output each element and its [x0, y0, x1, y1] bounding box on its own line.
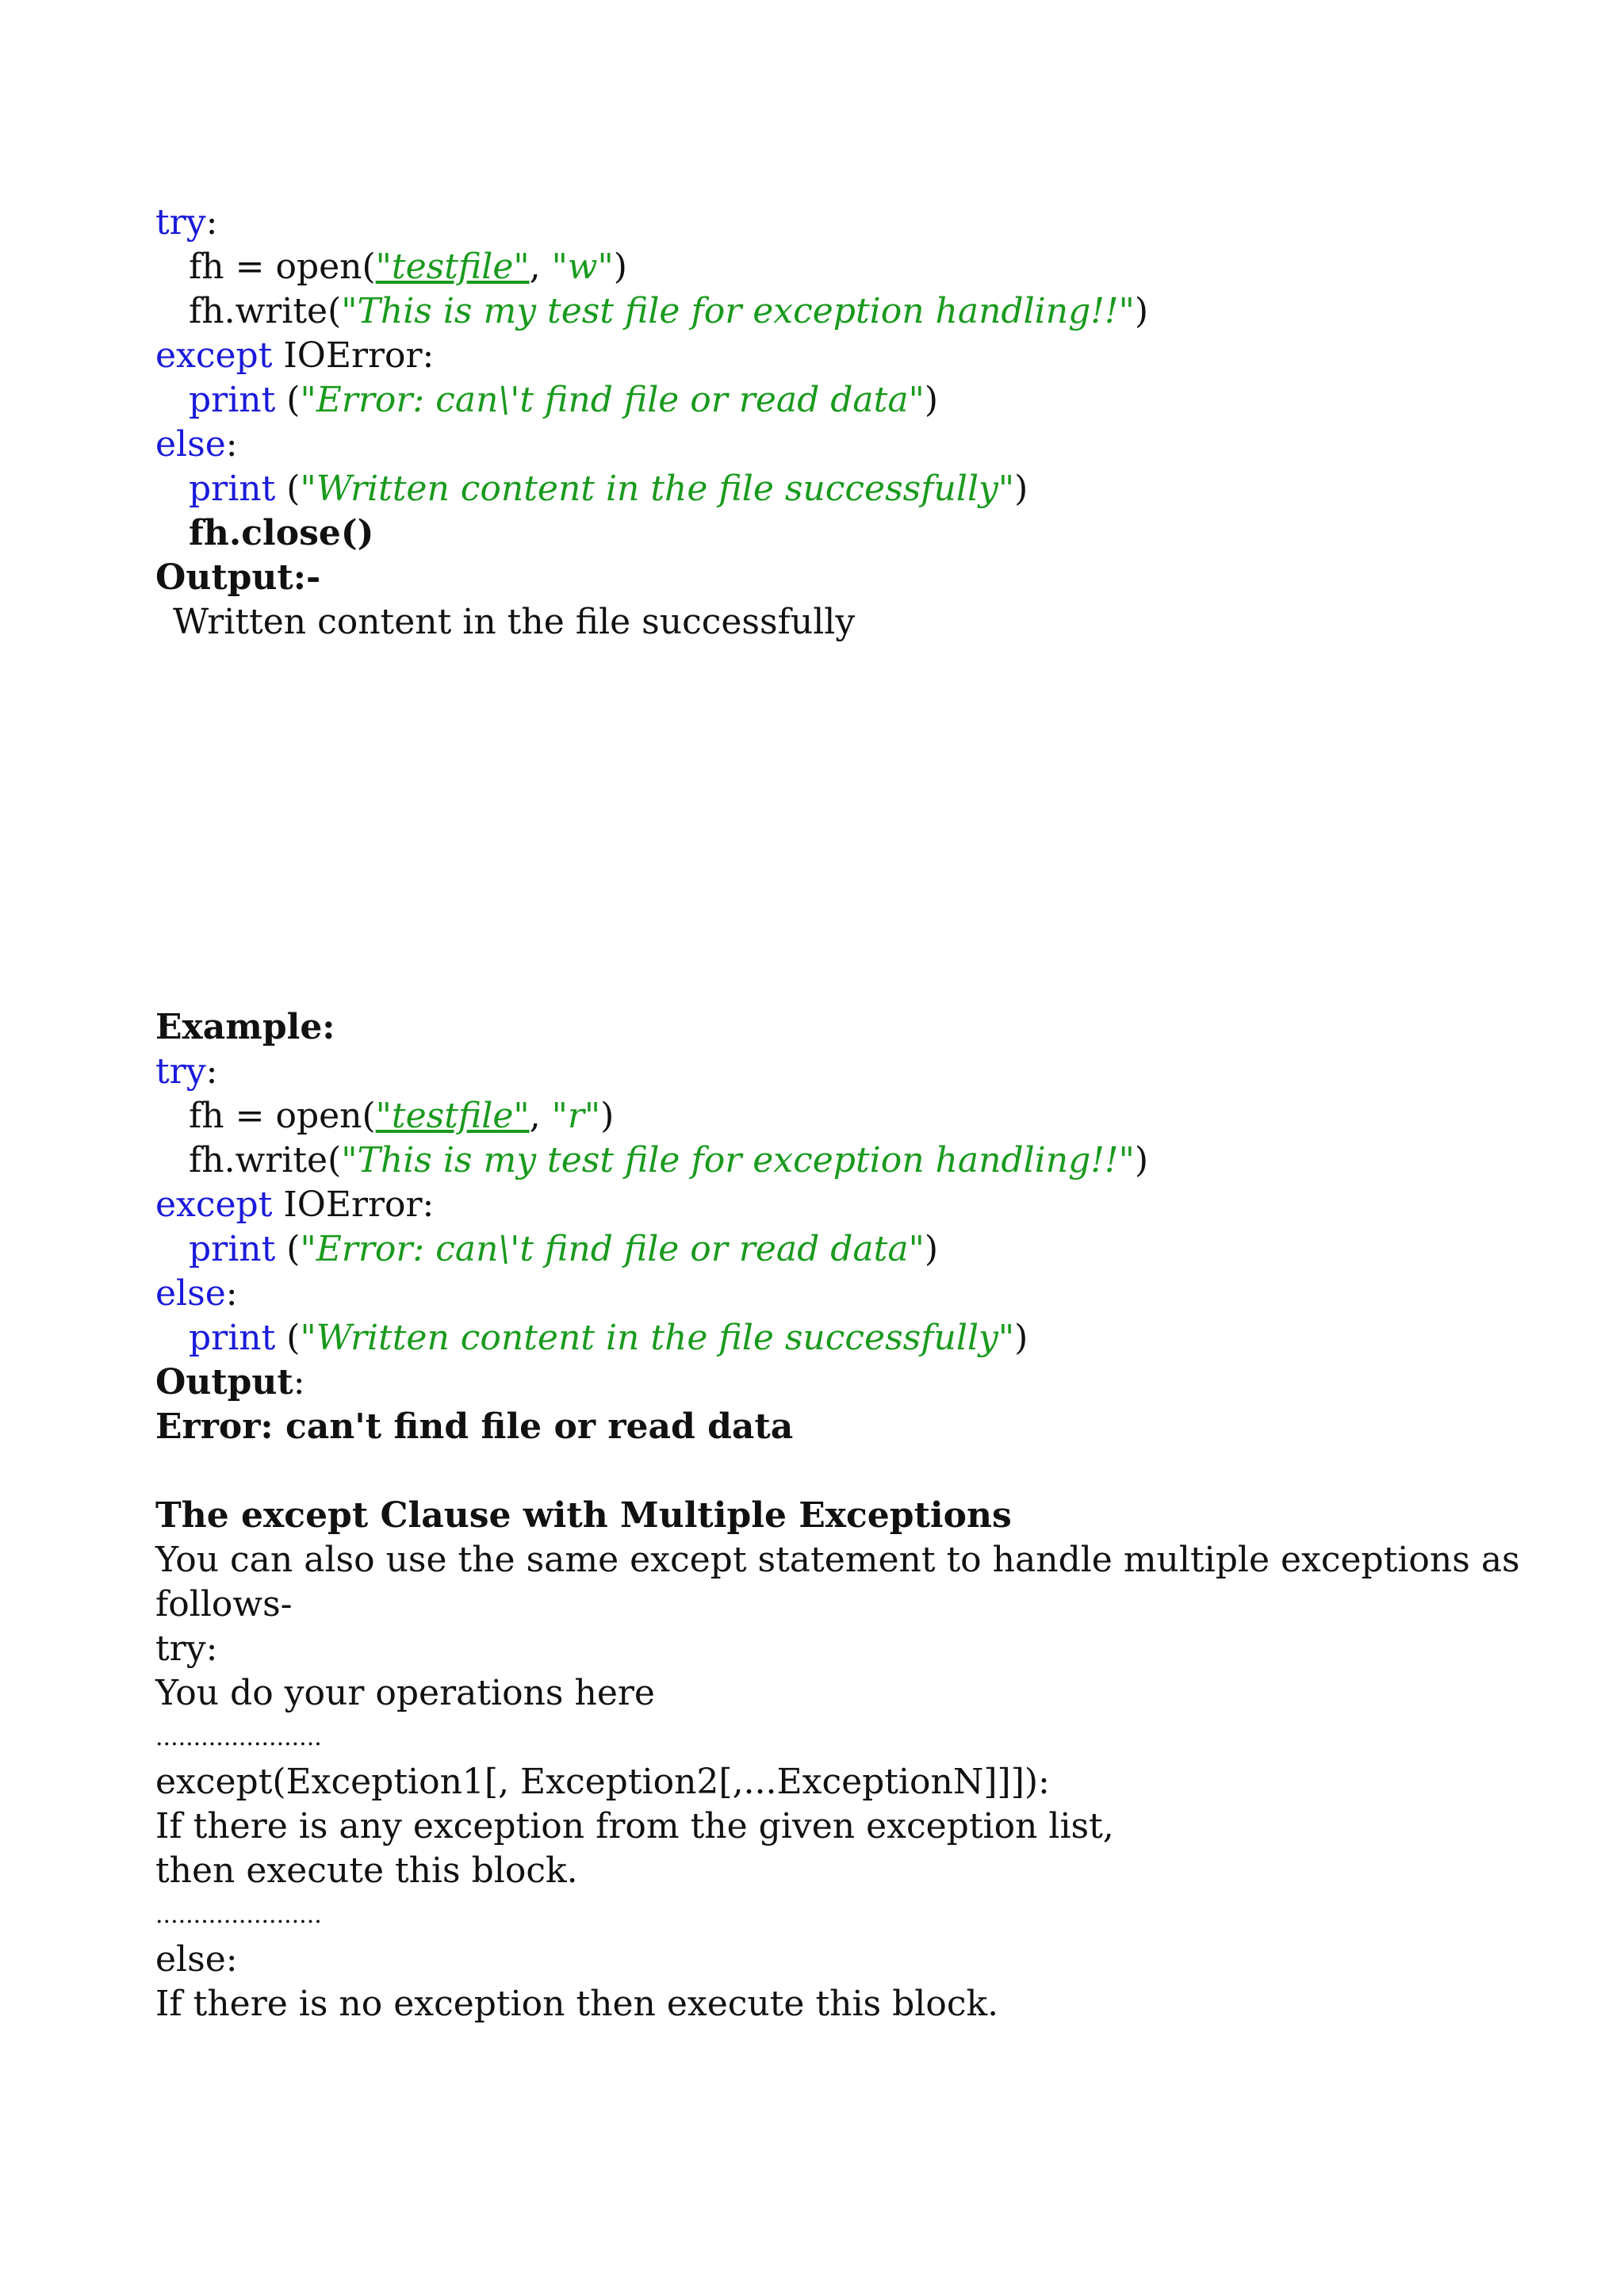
code-line-try: try:: [155, 1051, 218, 1092]
keyword: else: [155, 424, 226, 465]
code-line-else: else:: [155, 1273, 238, 1314]
code-line-open: fh = open("testfile", "r"): [189, 1096, 615, 1136]
syntax-line: except(Exception1[, Exception2[,...ExceptionN]]]):: [155, 1762, 1050, 1802]
dots-line: ......................: [155, 1901, 322, 1929]
code-line-else: else:: [155, 424, 238, 465]
syntax-line: try:: [155, 1628, 218, 1669]
dots-line: ......................: [155, 1724, 322, 1751]
string-literal: "This is my test file for exception handling!!": [341, 1140, 1135, 1181]
paragraph-line: You can also use the same except statement to handle multiple exceptions as: [155, 1540, 1520, 1580]
code-line-print-error: print ("Error: can\'t find file or read data"): [189, 1229, 938, 1269]
keyword: print: [189, 1318, 276, 1358]
syntax-line: If there is any exception from the given exception list,: [155, 1806, 1114, 1846]
syntax-line: If there is no exception then execute this block.: [155, 1984, 999, 2024]
code-line-close: fh.close(): [189, 513, 374, 553]
keyword: print: [189, 380, 276, 420]
keyword: else: [155, 1273, 226, 1314]
string-literal: "w": [551, 247, 614, 287]
code-line-try: try:: [155, 202, 218, 243]
syntax-line: You do your operations here: [155, 1673, 655, 1713]
code-line-print-error: print ("Error: can\'t find file or read data"): [189, 380, 938, 420]
code-line-except: except IOError:: [155, 335, 435, 376]
syntax-line: else:: [155, 1939, 238, 1980]
string-literal: "This is my test file for exception handling!!": [341, 291, 1135, 331]
output-text: Error: can't find file or read data: [155, 1406, 794, 1447]
keyword: print: [189, 469, 276, 509]
example-heading: Example:: [155, 1007, 335, 1047]
syntax-line: then execute this block.: [155, 1850, 578, 1891]
code-line-print-ok: print ("Written content in the file successfully"): [189, 469, 1028, 509]
keyword: except: [155, 1184, 273, 1225]
code-line-print-ok: print ("Written content in the file successfully"): [189, 1318, 1028, 1358]
string-literal: "Error: can\'t find file or read data": [300, 380, 925, 420]
string-literal: "testfile": [375, 1096, 530, 1136]
keyword: print: [189, 1229, 276, 1269]
keyword: try: [155, 1051, 206, 1092]
paragraph-line: follows-: [155, 1584, 293, 1624]
string-literal: "r": [551, 1096, 601, 1136]
string-literal: "testfile": [375, 247, 530, 287]
string-literal: "Written content in the file successfully": [300, 1318, 1015, 1358]
string-literal: "Error: can\'t find file or read data": [300, 1229, 925, 1269]
output-heading: Output:: [155, 1362, 305, 1402]
section-heading: The except Clause with Multiple Exceptions: [155, 1495, 1012, 1536]
keyword: except: [155, 335, 273, 376]
string-literal: "Written content in the file successfully": [300, 469, 1015, 509]
keyword: try: [155, 202, 206, 243]
code-line-write: fh.write("This is my test file for exception handling!!"): [189, 1140, 1149, 1181]
code-line-write: fh.write("This is my test file for exception handling!!"): [189, 291, 1149, 331]
code-line-open: fh = open("testfile", "w"): [189, 247, 627, 287]
output-heading: Output:-: [155, 557, 321, 598]
output-text: Written content in the file successfully: [173, 602, 856, 642]
code-line-except: except IOError:: [155, 1184, 435, 1225]
